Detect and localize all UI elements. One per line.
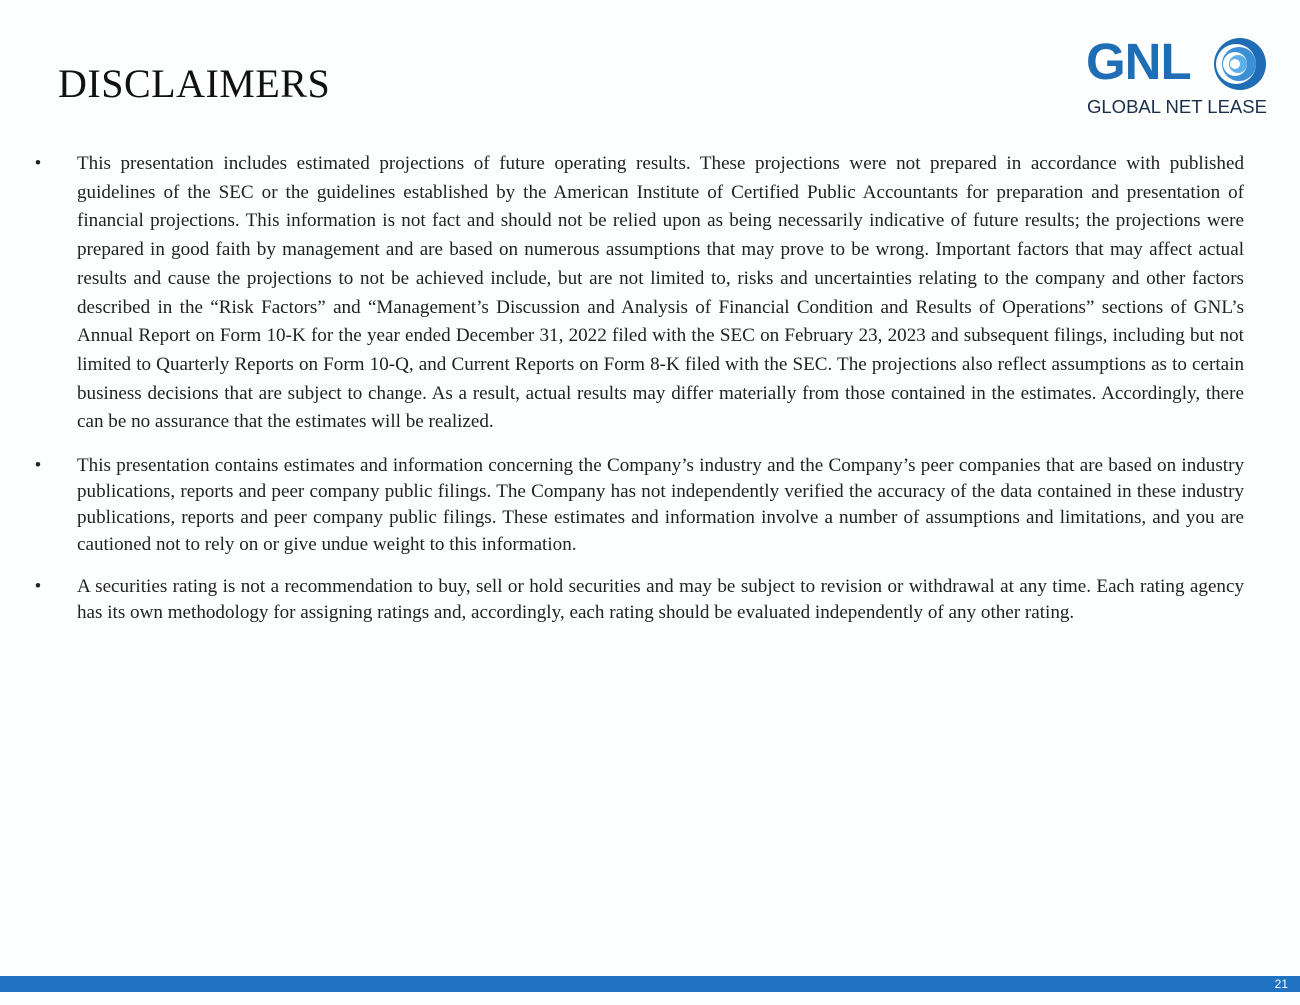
page-title: DISCLAIMERS <box>58 61 331 106</box>
bullet-marker: • <box>34 575 42 597</box>
disclaimer-item-projections <box>28 150 1244 437</box>
swirl-logo-icon <box>1212 36 1268 92</box>
disclaimer-text: A securities rating is not a recommendation to buy, sell or hold securities and may be subject to revision or withdrawal at any time. Each rating agency has its own methodology for assigning ratings and, accordingly, each rating should be evaluated independently of any other rating. <box>77 575 1244 624</box>
logo-wordmark: GNL <box>1086 33 1191 90</box>
gnl-logo <box>1082 33 1272 122</box>
bullet-marker: • <box>34 153 42 174</box>
disclaimer-text: This presentation includes estimated projections of future operating results. These projections were not prepared in accordance with published guidelines of the SEC or the guidelines established by the American Institute of Certified Public Accountants for preparation and presentation of financial projections. This information is not fact and should not be relied upon as being necessarily indicative of future results; the projections were prepared in good faith by management and are based on numerous assumptions that may prove to be wrong. Important factors that may affect actual results and cause the projections to not be achieved include, but are not limited to, risks and uncertainties relating to the company and other factors described in the “Risk Factors” and “Management’s Discussion and Analysis of Financial Condition and Results of Operations” sections of GNL’s Annual Report on Form 10-K for the year ended December 31, 2022 filed with the SEC on February 23, 2023 and subsequent filings, including but not limited to Quarterly Reports on Form 10-Q, and Current Reports on Form 8-K filed with the SEC. The projections also reflect assumptions as to certain business decisions that are subject to change. As a result, actual results may differ materially from those contained in the estimates. Accordingly, there can be no assurance that the estimates will be realized. <box>77 153 1244 433</box>
disclaimer-item-industry-estimates <box>28 453 1244 558</box>
logo-subtitle: GLOBAL NET LEASE <box>1087 96 1267 117</box>
disclaimer-list <box>28 150 1244 626</box>
disclaimer-item-securities-rating <box>28 574 1244 626</box>
footer-bar <box>0 976 1300 992</box>
bullet-marker: • <box>34 455 42 477</box>
disclaimer-text: This presentation contains estimates and information concerning the Company’s industry and the Company’s peer companies that are based on industry publications, reports and peer company public filings. The Company has not independently verified the accuracy of the data contained in these industry publications, reports and peer company public filings. These estimates and information involve a number of assumptions and limitations, and you are cautioned not to rely on or give undue weight to this information. <box>77 455 1244 555</box>
page-number: 21 <box>1274 977 1288 991</box>
